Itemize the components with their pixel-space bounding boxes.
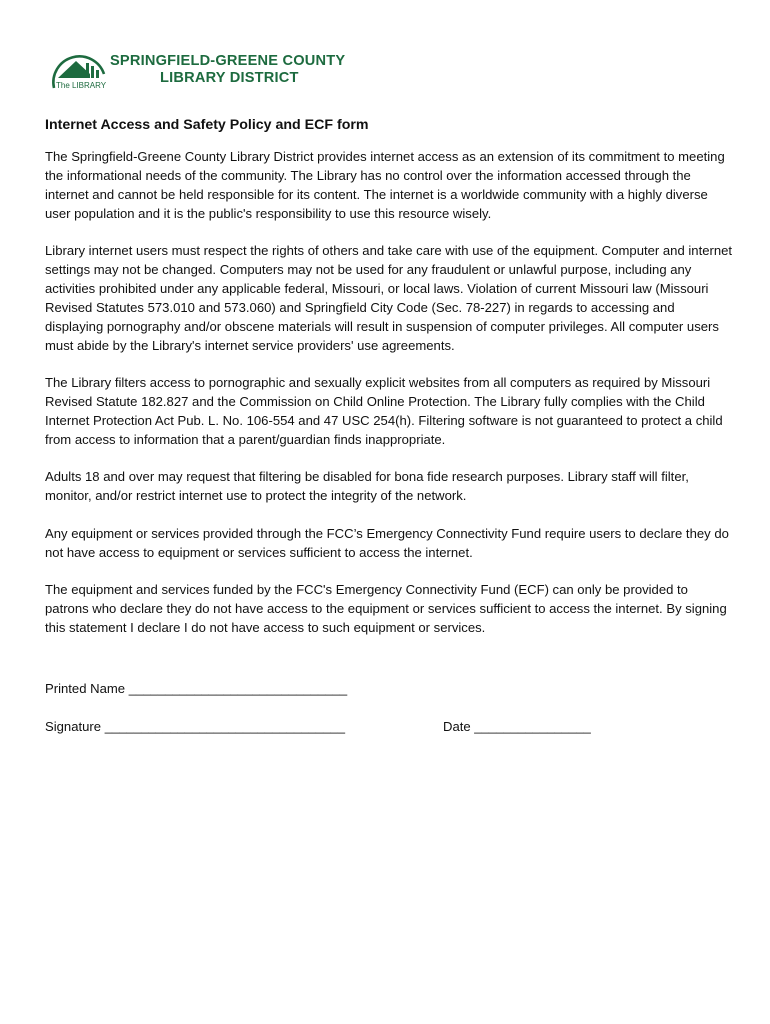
paragraph-adult-filtering: Adults 18 and over may request that filtering be disabled for bona fide research purposes. Library staff will filter, monitor, and/or restrict internet use to protect the integrity of the network. xyxy=(45,469,689,504)
org-name-line2: LIBRARY DISTRICT xyxy=(160,70,299,86)
org-name-line1: SPRINGFIELD-GREENE COUNTY xyxy=(110,53,346,69)
paragraph-intro: The Springfield-Greene County Library District provides internet access as an extension of its commitment to meeting the informational needs of the community. The Library has no control over the information accessed through the internet and cannot be held responsible for its content. The internet is a worldwide community with a highly diverse user population and it is the public's responsibility to use this resource wisely. xyxy=(45,149,725,221)
policy-document xyxy=(45,116,735,657)
printed-name-field[interactable]: Printed Name ______________________________ xyxy=(45,681,348,696)
paragraph-ecf-declaration: The equipment and services funded by the FCC's Emergency Connectivity Fund (ECF) can only be provided to patrons who declare they do not have access to the equipment or services sufficient to access the internet. By signing this statement I declare I do not have access to such equipment or services. xyxy=(45,582,727,636)
library-logo xyxy=(50,48,360,96)
date-field[interactable]: Date ________________ xyxy=(443,719,591,734)
organization-name xyxy=(110,53,345,87)
paragraph-ecf-requirement: Any equipment or services provided through the FCC’s Emergency Connectivity Fund require users to declare they do not have access to equipment or services sufficient to access the internet. xyxy=(45,525,729,560)
library-building-icon xyxy=(50,48,108,94)
paragraph-filtering: The Library filters access to pornographic and sexually explicit websites from all computers as required by Missouri Revised Statute 182.827 and the Commission on Child Online Protection. The Library fully complies with the Child Internet Protection Act Pub. L. No. 106-554 and 47 USC 254(h). Filtering software is not guaranteed to protect a child from access to information that a parent/guardian finds inappropriate. xyxy=(45,375,723,447)
paragraph-user-conduct: Library internet users must respect the rights of others and take care with use of the equipment. Computer and internet settings may not be changed. Computers may not be used for any fraudulent or unlawful purpose, including any activities prohibited under any applicable federal, Missouri, or local laws. Violation of current Missouri law (Missouri Revised Statutes 573.010 and 573.060) and Springfield City Code (Sec. 78-227) in regards to accessing and displaying pornography and/or obscene materials will result in suspension of computer privileges. All computer users must abide by the Library's internet service providers' use agreements. xyxy=(45,243,733,353)
signature-field[interactable]: Signature _________________________________ xyxy=(45,719,345,734)
document-title: Internet Access and Safety Policy and ECF form xyxy=(45,117,369,133)
logo-text: The LIBRARY xyxy=(56,81,107,90)
